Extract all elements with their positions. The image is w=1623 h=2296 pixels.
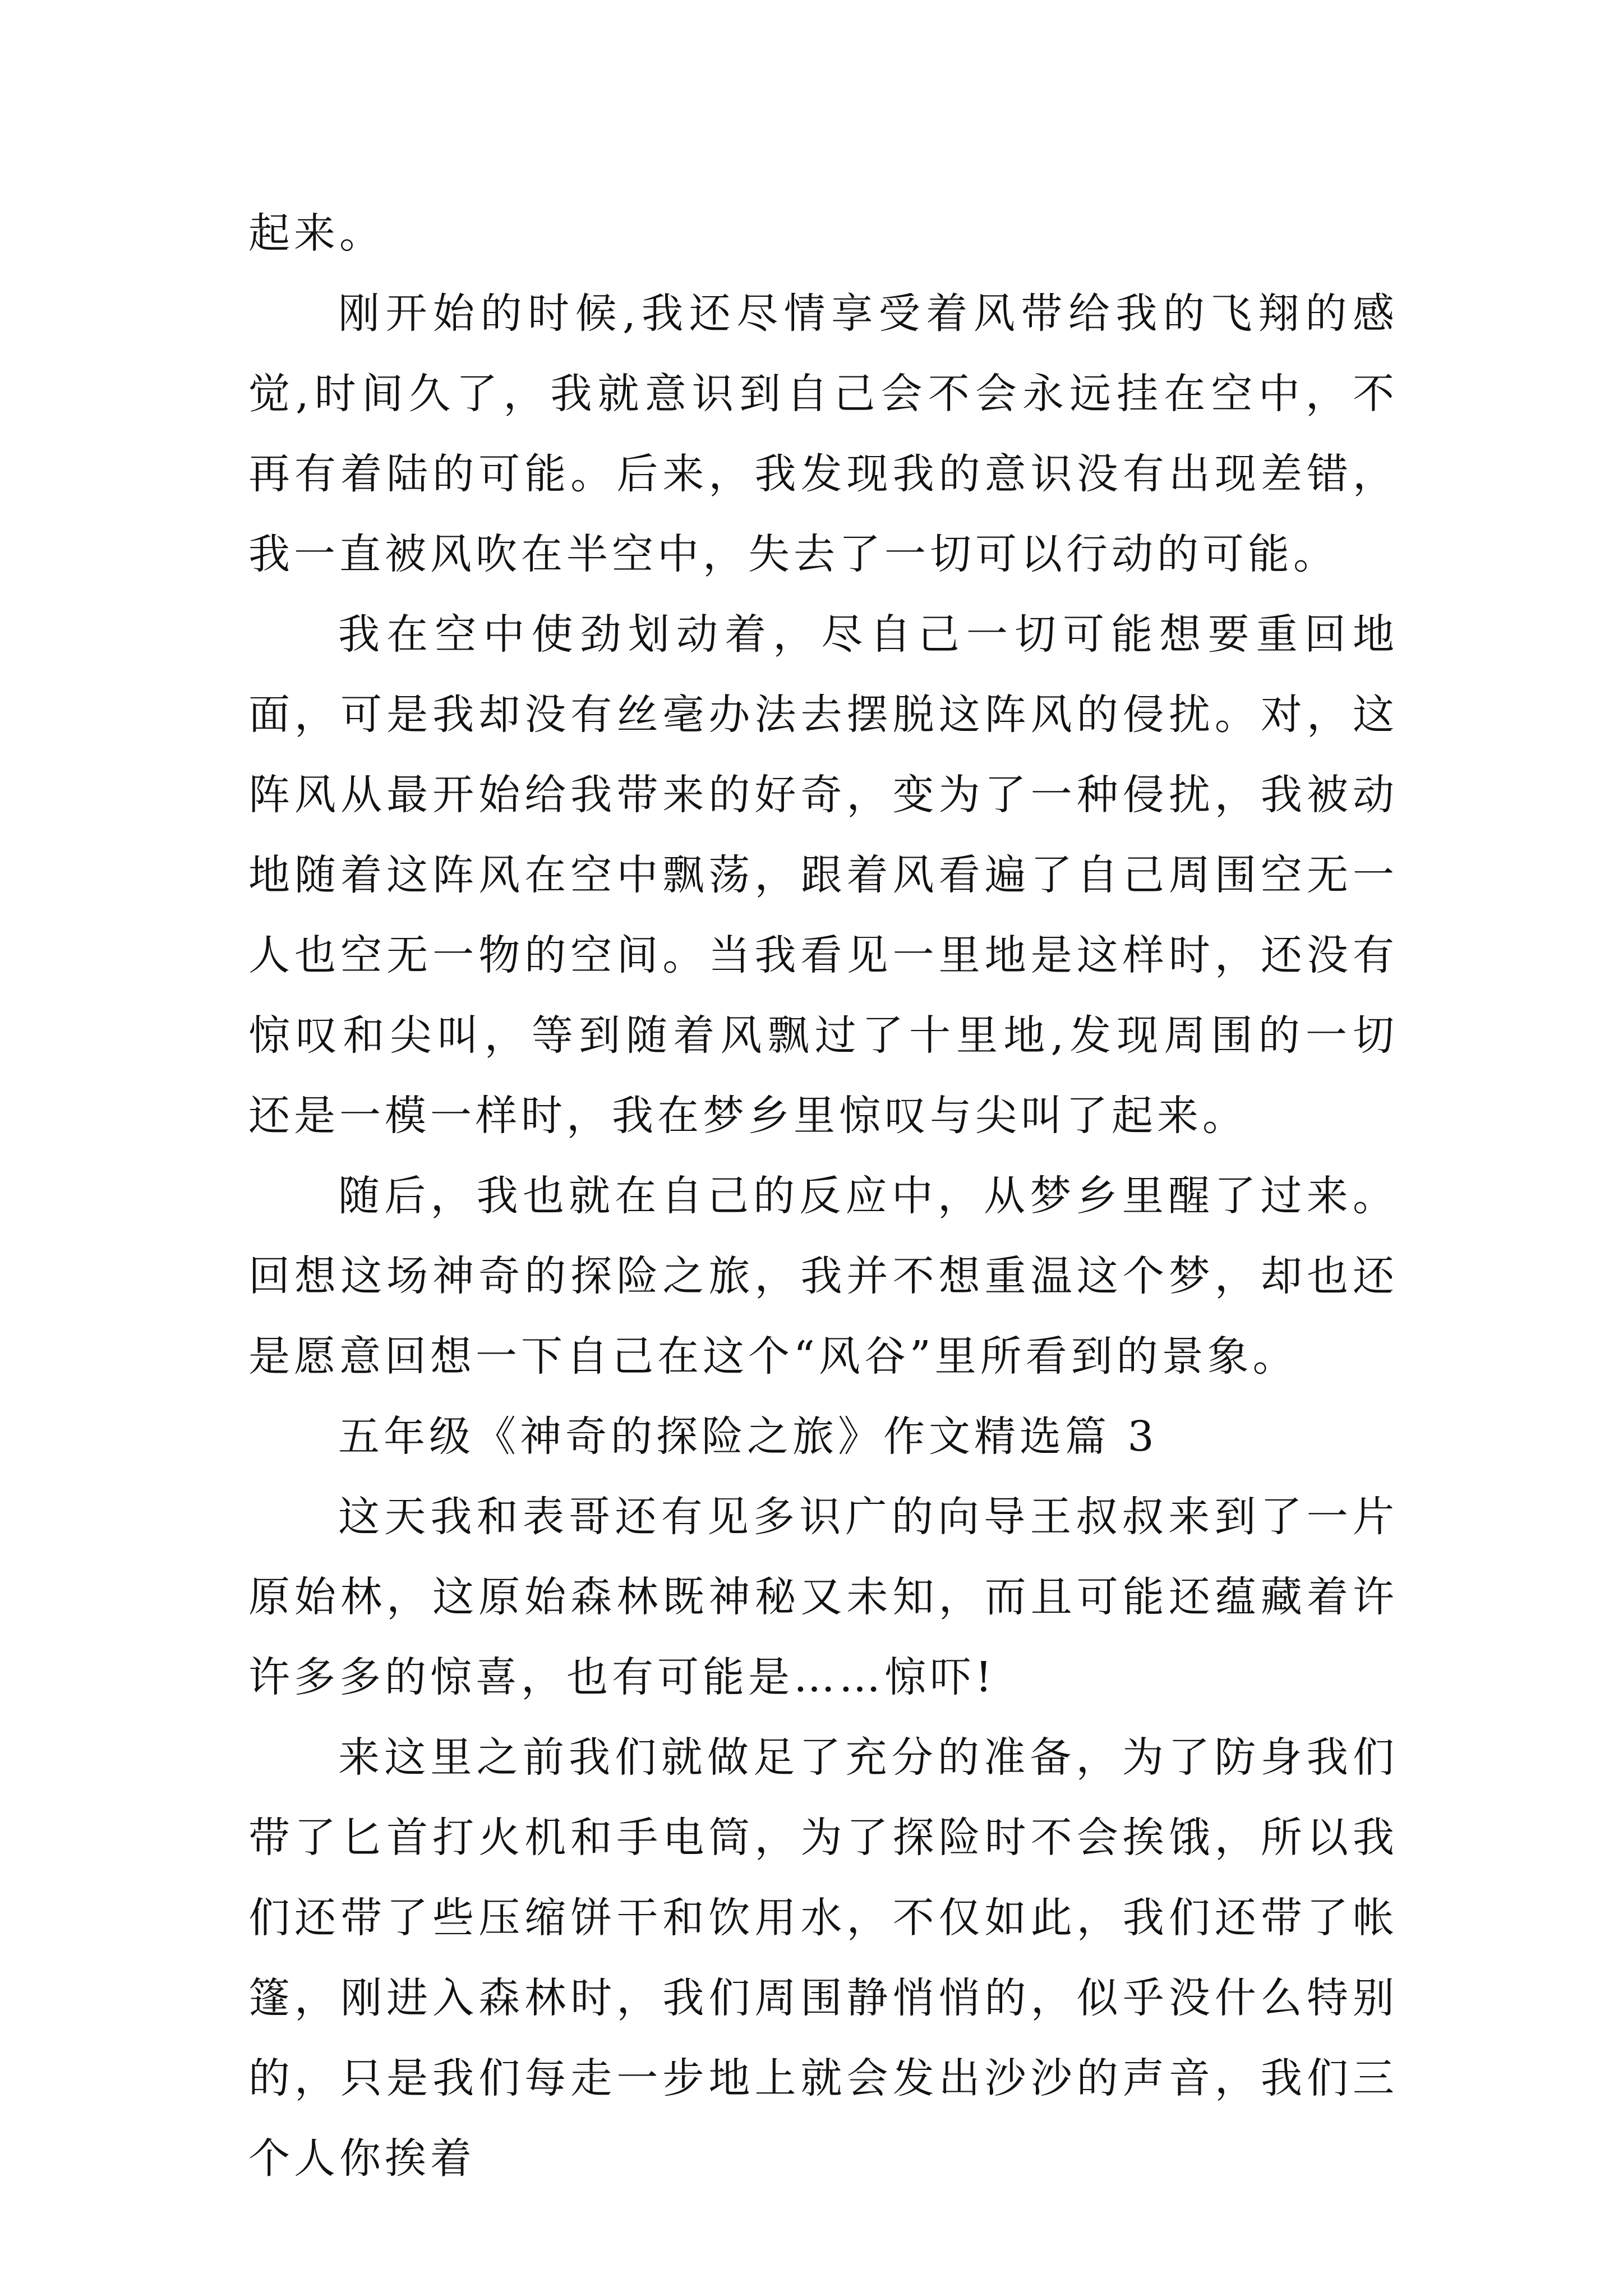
document-body bbox=[248, 194, 1398, 2199]
paragraph-continuation: 起来。 bbox=[248, 209, 385, 257]
paragraph: 刚开始的时候,我还尽情享受着风带给我的飞翔的感觉,时间久了，我就意识到自己会不会永远挂在空中，不再有着陆的可能。后来，我发现我的意识没有出现差错，我一直被风吹在半空中，失去了一切可以行动的可能。 bbox=[248, 289, 1398, 578]
section-heading: 五年级《神奇的探险之旅》作文精选篇 3 bbox=[338, 1412, 1158, 1461]
paragraph: 我在空中使劲划动着，尽自己一切可能想要重回地面，可是我却没有丝毫办法去摆脱这阵风的侵扰。对，这阵风从最开始给我带来的好奇，变为了一种侵扰，我被动地随着这阵风在空中飘荡，跟着风看遍了自己周围空无一人也空无一物的空间。当我看见一里地是这样时，还没有惊叹和尖叫，等到随着风飘过了十里地,发现周围的一切还是一模一样时，我在梦乡里惊叹与尖叫了起来。 bbox=[248, 610, 1398, 1140]
paragraph: 这天我和表哥还有见多识广的向导王叔叔来到了一片原始林，这原始森林既神秘又未知，而且可能还蕴藏着许许多多的惊喜，也有可能是……惊吓! bbox=[248, 1493, 1398, 1701]
paragraph: 来这里之前我们就做足了充分的准备，为了防身我们带了匕首打火机和手电筒，为了探险时不会挨饿，所以我们还带了些压缩饼干和饮用水，不仅如此，我们还带了帐篷，刚进入森林时，我们周围静悄悄的，似乎没什么特别的，只是我们每走一步地上就会发出沙沙的声音，我们三个人你挨着 bbox=[248, 1733, 1398, 2183]
paragraph: 随后，我也就在自己的反应中，从梦乡里醒了过来。回想这场神奇的探险之旅，我并不想重温这个梦，却也还是愿意回想一下自己在这个“风谷”里所看到的景象。 bbox=[248, 1172, 1398, 1381]
